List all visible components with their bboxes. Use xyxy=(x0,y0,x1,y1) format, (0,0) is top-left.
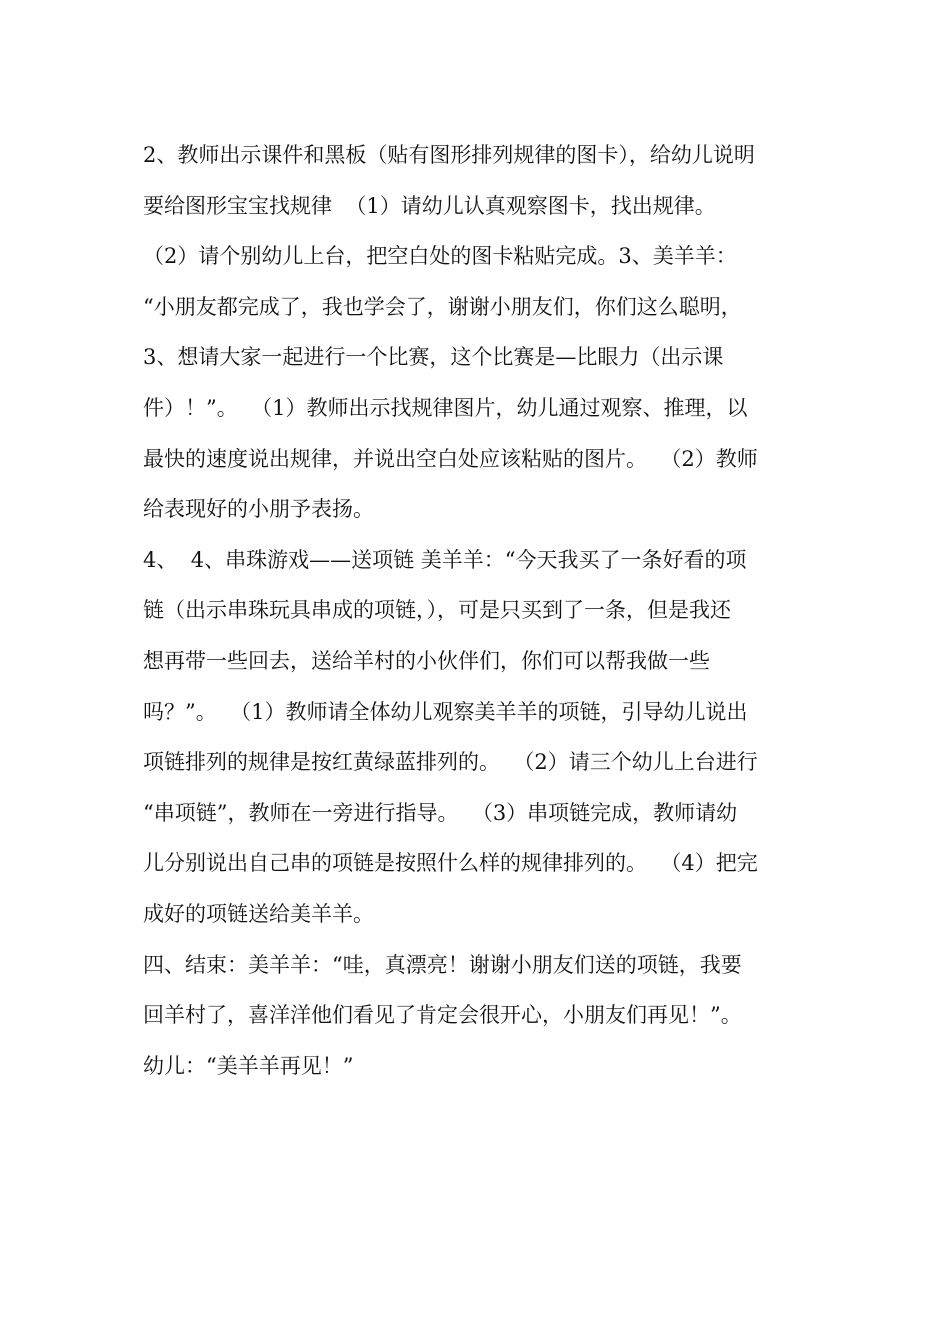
text-line: 儿分别说出自己串的项链是按照什么样的规律排列的。 （4）把完 xyxy=(143,851,758,876)
text-line: 3、想请大家一起进行一个比赛，这个比赛是—比眼力（出示课 xyxy=(143,345,724,370)
text-line: 四、结束：美羊羊：“哇，真漂亮！谢谢小朋友们送的项链，我要 xyxy=(143,952,742,977)
text-line: （2）请个别幼儿上台，把空白处的图卡粘贴完成。3、美羊羊： xyxy=(143,244,737,269)
text-line: 最快的速度说出规律，并说出空白处应该粘贴的图片。 （2）教师 xyxy=(143,446,758,471)
text-line: “小朋友都完成了，我也学会了，谢谢小朋友们，你们这么聪明， xyxy=(143,294,742,319)
text-line: 回羊村了，喜洋洋他们看见了肯定会很开心，小朋友们再见！”。 xyxy=(143,1003,742,1028)
text-line: 项链排列的规律是按红黄绿蓝排列的。 （2）请三个幼儿上台进行 xyxy=(143,750,758,775)
text-line: 要给图形宝宝找规律 （1）请幼儿认真观察图卡，找出规律。 xyxy=(143,193,716,218)
text-line: 给表现好的小朋予表扬。 xyxy=(143,497,374,522)
text-line: 吗？”。 （1）教师请全体幼儿观察美羊羊的项链，引导幼儿说出 xyxy=(143,699,748,724)
text-line: 件）！”。 （1）教师出示找规律图片，幼儿通过观察、推理，以 xyxy=(143,395,748,420)
text-line: 幼儿：“美羊羊再见！” xyxy=(143,1053,354,1078)
text-line: 2、教师出示课件和黑板（贴有图形排列规律的图卡），给幼儿说明 xyxy=(143,143,755,167)
document-body xyxy=(143,130,808,1091)
text-line: 想再带一些回去，送给羊村的小伙伴们，你们可以帮我做一些 xyxy=(143,648,710,673)
text-line: 4、 4、串珠游戏——送项链 美羊羊：“今天我买了一条好看的项 xyxy=(143,547,747,572)
text-line: “串项链”，教师在一旁进行指导。 （3）串项链完成，教师请幼 xyxy=(143,800,738,825)
text-line: 链（出示串珠玩具串成的项链，），可是只买到了一条，但是我还 xyxy=(143,598,731,623)
text-line: 成好的项链送给美羊羊。 xyxy=(143,901,374,926)
